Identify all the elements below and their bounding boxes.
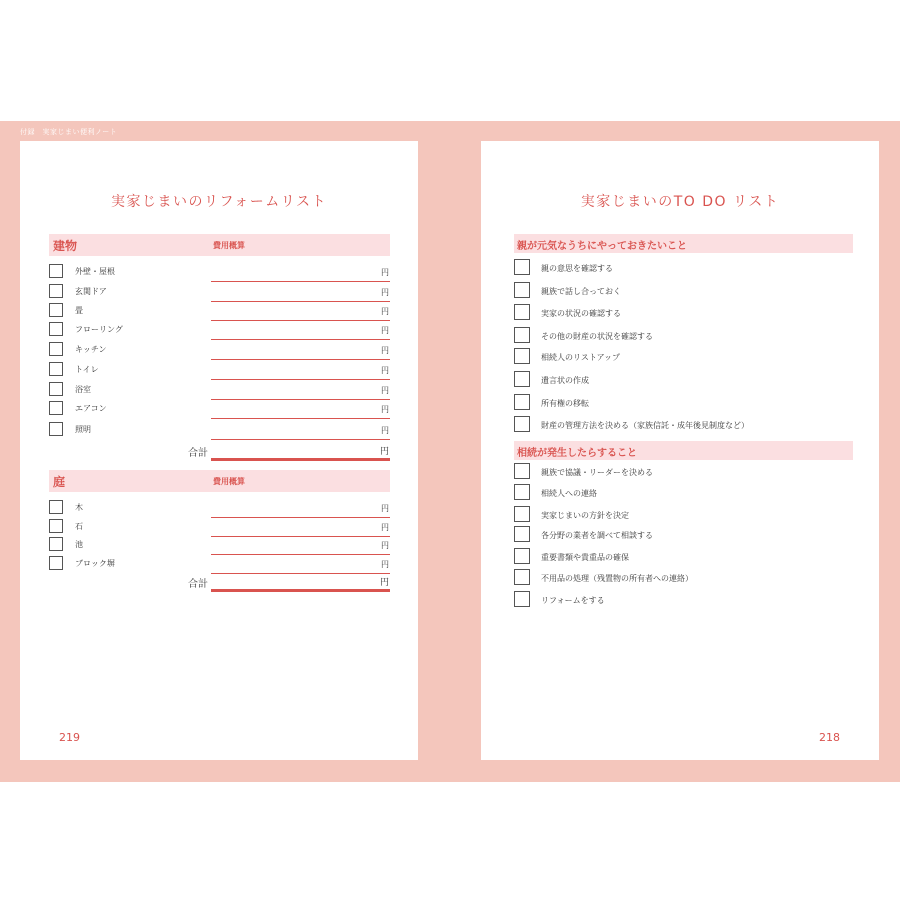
todo-item: [514, 327, 853, 347]
todo-label: 財産の管理方法を決める（家族信託・成年後見制度など）: [541, 421, 749, 430]
checkbox[interactable]: [49, 401, 63, 415]
yen-unit: 円: [381, 268, 389, 277]
section-header-garden: [49, 470, 390, 492]
yen-unit: 円: [381, 326, 389, 335]
total-label: 合計: [188, 579, 208, 590]
checkbox[interactable]: [49, 303, 63, 317]
cost-input-line[interactable]: [211, 339, 390, 340]
item-label: フローリング: [75, 325, 123, 334]
cost-header: 費用概算: [213, 477, 245, 486]
total-input-line[interactable]: [211, 589, 390, 592]
reform-item-row: [49, 321, 390, 340]
checkbox[interactable]: [514, 484, 530, 500]
checkbox[interactable]: [49, 322, 63, 336]
checkbox[interactable]: [514, 506, 530, 522]
cost-input-line[interactable]: [211, 281, 390, 282]
checkbox[interactable]: [514, 416, 530, 432]
checkbox[interactable]: [49, 556, 63, 570]
section-name: 建物: [53, 239, 78, 253]
todo-item: [514, 282, 853, 302]
page-number: 218: [819, 731, 840, 744]
page-title: 実家じまいのTO DO リスト: [580, 194, 780, 210]
checkbox[interactable]: [49, 342, 63, 356]
todo-label: その他の財産の状況を確認する: [541, 332, 653, 341]
cost-header: 費用概算: [213, 241, 245, 250]
checkbox[interactable]: [514, 569, 530, 585]
checkbox[interactable]: [514, 348, 530, 364]
section-header-building: [49, 234, 390, 256]
todo-label: 遺言状の作成: [541, 376, 589, 385]
checkbox[interactable]: [514, 548, 530, 564]
todo-item: [514, 484, 853, 504]
item-label: ブロック塀: [75, 559, 115, 568]
total-row: [49, 572, 390, 592]
cost-input-line[interactable]: [211, 439, 390, 440]
total-row: [49, 441, 390, 461]
yen-unit: 円: [381, 405, 389, 414]
section-name: 庭: [53, 475, 66, 489]
item-label: キッチン: [75, 345, 107, 354]
section-name: 相続が発生したらすること: [517, 448, 637, 459]
yen-unit: 円: [381, 346, 389, 355]
todo-item: [514, 416, 853, 436]
yen-unit: 円: [381, 504, 389, 513]
reform-item-row: [49, 421, 390, 440]
todo-item: [514, 394, 853, 414]
item-label: エアコン: [75, 404, 107, 413]
checkbox[interactable]: [49, 519, 63, 533]
todo-label: 重要書類や貴重品の確保: [541, 553, 629, 562]
item-label: 木: [75, 503, 83, 512]
todo-item: [514, 259, 853, 279]
todo-item: [514, 526, 853, 546]
checkbox[interactable]: [514, 282, 530, 298]
reform-item-row: [49, 283, 390, 302]
reform-item-row: [49, 381, 390, 400]
reform-item-row: [49, 361, 390, 380]
item-label: 玄関ドア: [75, 287, 107, 296]
checkbox[interactable]: [49, 537, 63, 551]
yen-unit: 円: [381, 366, 389, 375]
todo-label: 親族で話し合っておく: [541, 287, 621, 296]
yen-unit: 円: [381, 541, 389, 550]
todo-label: リフォームをする: [541, 596, 605, 605]
todo-item: [514, 371, 853, 391]
reform-item-row: [49, 263, 390, 282]
reform-item-row: [49, 518, 390, 537]
yen-unit: 円: [381, 288, 389, 297]
todo-item: [514, 591, 853, 611]
checkbox[interactable]: [49, 264, 63, 278]
todo-label: 相続人への連絡: [541, 489, 597, 498]
total-input-line[interactable]: [211, 458, 390, 461]
item-label: 池: [75, 540, 83, 549]
checkbox[interactable]: [514, 259, 530, 275]
left-page: [20, 141, 418, 760]
cost-input-line[interactable]: [211, 379, 390, 380]
section-header-after: [514, 441, 853, 460]
right-page: [481, 141, 879, 760]
checkbox[interactable]: [49, 284, 63, 298]
header-note: 付録 実家じまい便利ノート: [20, 128, 118, 136]
item-label: 外壁・屋根: [75, 267, 115, 276]
item-label: 石: [75, 522, 83, 531]
todo-label: 親の意思を確認する: [541, 264, 613, 273]
book-spread: [0, 121, 900, 782]
section-header-before: [514, 234, 853, 253]
todo-item: [514, 348, 853, 368]
checkbox[interactable]: [514, 394, 530, 410]
item-label: 畳: [75, 306, 83, 315]
todo-label: 親族で協議・リーダーを決める: [541, 468, 653, 477]
checkbox[interactable]: [514, 304, 530, 320]
reform-item-row: [49, 341, 390, 360]
todo-item: [514, 304, 853, 324]
yen-unit: 円: [381, 386, 389, 395]
cost-input-line[interactable]: [211, 359, 390, 360]
todo-item: [514, 548, 853, 568]
todo-label: 実家じまいの方針を決定: [541, 511, 629, 520]
todo-item: [514, 463, 853, 483]
todo-label: 相続人のリストアップ: [541, 353, 621, 362]
yen-unit: 円: [381, 426, 389, 435]
yen-unit: 円: [379, 447, 389, 457]
reform-item-row: [49, 400, 390, 419]
yen-unit: 円: [381, 560, 389, 569]
checkbox[interactable]: [514, 591, 530, 607]
checkbox[interactable]: [49, 382, 63, 396]
checkbox[interactable]: [514, 526, 530, 542]
yen-unit: 円: [381, 523, 389, 532]
item-label: 照明: [75, 425, 91, 434]
todo-item: [514, 569, 853, 589]
todo-label: 所有権の移転: [541, 399, 589, 408]
item-label: トイレ: [75, 365, 99, 374]
page-title: 実家じまいのリフォームリスト: [110, 194, 328, 210]
todo-label: 実家の状況の確認する: [541, 309, 621, 318]
checkbox[interactable]: [514, 327, 530, 343]
checkbox[interactable]: [514, 371, 530, 387]
checkbox[interactable]: [49, 500, 63, 514]
yen-unit: 円: [381, 307, 389, 316]
checkbox[interactable]: [49, 422, 63, 436]
todo-label: 不用品の処理（残置物の所有者への連絡）: [541, 574, 693, 583]
reform-item-row: [49, 302, 390, 321]
total-label: 合計: [188, 448, 208, 459]
cost-input-line[interactable]: [211, 418, 390, 419]
checkbox[interactable]: [514, 463, 530, 479]
section-name: 親が元気なうちにやっておきたいこと: [517, 241, 687, 252]
todo-item: [514, 506, 853, 526]
yen-unit: 円: [379, 578, 389, 588]
item-label: 浴室: [75, 385, 91, 394]
checkbox[interactable]: [49, 362, 63, 376]
reform-item-row: [49, 536, 390, 555]
reform-item-row: [49, 499, 390, 518]
todo-label: 各分野の業者を調べて相談する: [541, 531, 653, 540]
page-number: 219: [59, 731, 80, 744]
